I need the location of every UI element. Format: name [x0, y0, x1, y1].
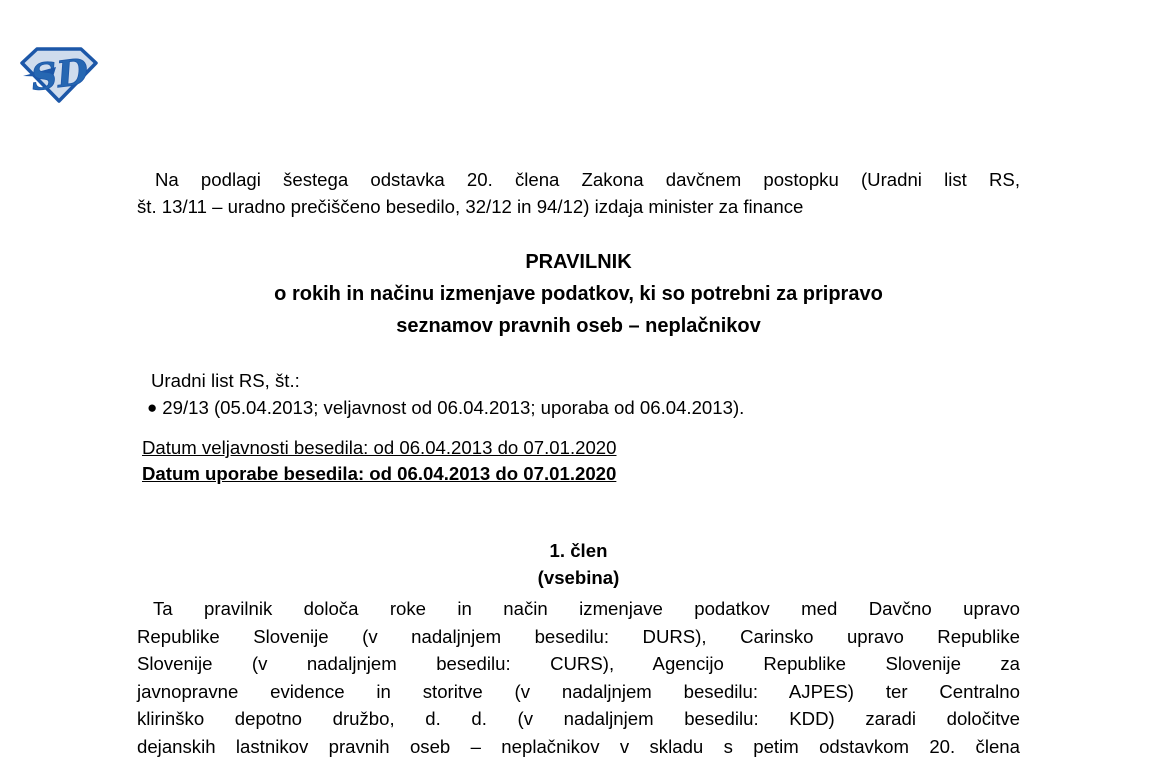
bullet-icon: ●	[147, 394, 157, 421]
gazette-item	[147, 394, 1020, 422]
body-line-2: Republike Slovenije (v nadaljnjem besedilu: DURS), Carinsko upravo Republike	[137, 623, 1020, 651]
gazette-label: Uradni list RS, št.:	[151, 367, 1020, 394]
body-line-1: Ta pravilnik določa roke in način izmenjave podatkov med Davčno upravo	[137, 595, 1020, 623]
body-line-4: javnopravne evidence in storitve (v nadaljnjem besedilu: AJPES) ter Centralno	[137, 678, 1020, 706]
title-line-1: PRAVILNIK	[137, 246, 1020, 278]
body-line-6: dejanskih lastnikov pravnih oseb – neplačnikov v skladu s petim odstavkom 20. člena	[137, 733, 1020, 760]
validity-section	[142, 435, 1020, 487]
document-content	[137, 0, 1020, 760]
logo-letters: SD	[29, 51, 91, 100]
title-line-2: o rokih in načinu izmenjave podatkov, ki so potrebni za pripravo	[137, 278, 1020, 310]
intro-line-2: št. 13/11 – uradno prečiščeno besedilo, 32/12 in 94/12) izdaja minister za finance	[137, 193, 1020, 220]
gazette-item-text: 29/13 (05.04.2013; veljavnost od 06.04.2013; uporaba od 06.04.2013).	[162, 394, 744, 421]
validity-date-line: Datum veljavnosti besedila: od 06.04.2013 do 07.01.2020	[142, 435, 1020, 461]
sd-logo-icon	[20, 46, 98, 104]
body-line-3: Slovenije (v nadaljnjem besedilu: CURS), Agencijo Republike Slovenije za	[137, 650, 1020, 678]
intro-paragraph	[137, 166, 1020, 220]
article-number-heading: 1. člen	[137, 537, 1020, 564]
sd-logo	[20, 46, 98, 104]
gazette-section	[151, 367, 1020, 422]
article-body-paragraph	[137, 595, 1020, 760]
intro-line-1: Na podlagi šestega odstavka 20. člena Zakona davčnem postopku (Uradni list RS,	[137, 166, 1020, 193]
body-line-5: klirinško depotno družbo, d. d. (v nadaljnjem besedilu: KDD) zaradi določitve	[137, 705, 1020, 733]
usage-date-line: Datum uporabe besedila: od 06.04.2013 do 07.01.2020	[142, 461, 1020, 487]
title-line-3: seznamov pravnih oseb – neplačnikov	[137, 310, 1020, 342]
article-subtitle: (vsebina)	[137, 564, 1020, 591]
document-title	[137, 246, 1020, 342]
